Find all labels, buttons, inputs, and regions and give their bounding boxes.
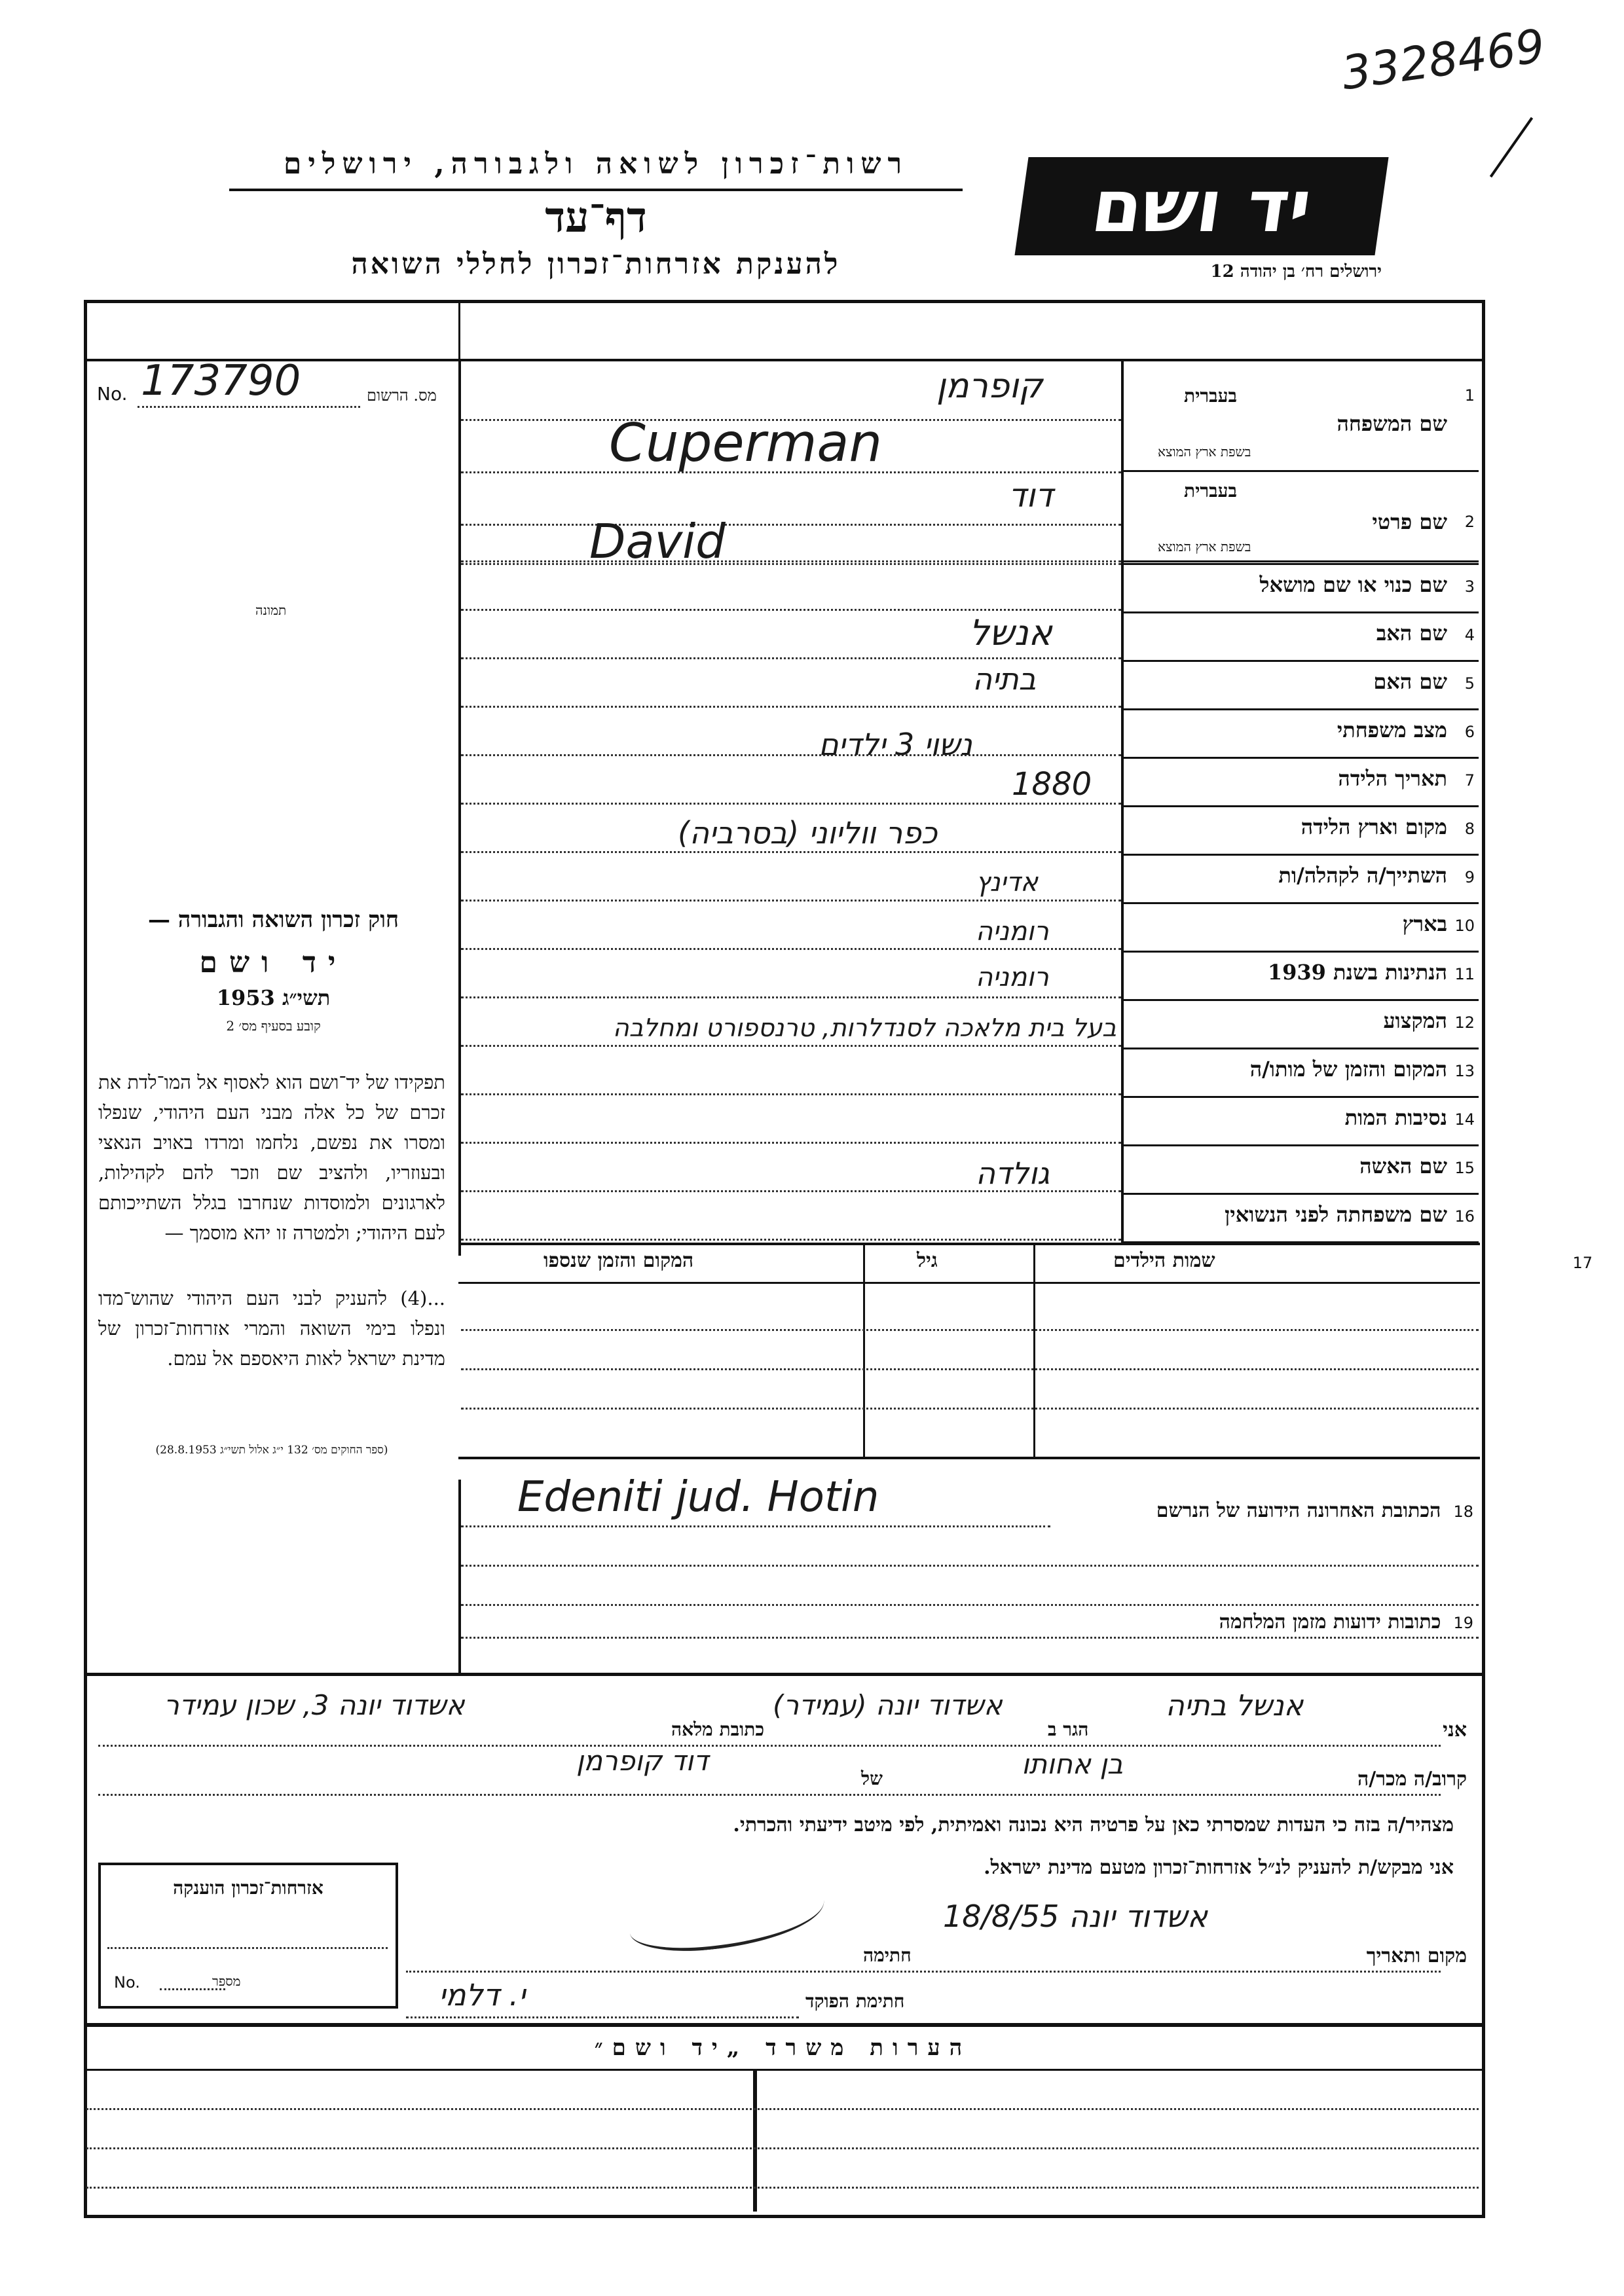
field-row-9 bbox=[1138, 854, 1479, 902]
decl-signature-label: חתימה bbox=[863, 1944, 912, 1966]
field-value-rule bbox=[461, 1142, 1121, 1144]
field-6-number: 6 bbox=[1464, 723, 1475, 741]
address-dots-3 bbox=[461, 1604, 1479, 1606]
form-fields-left-border bbox=[458, 1480, 461, 1676]
decl-line-4: אני מבקש/ת להעניק לנ״ל אזרחות־זכרון מטעם מדינת ישראל. bbox=[984, 1856, 1454, 1879]
field-14-label: נסיבות המות bbox=[1344, 1105, 1447, 1130]
field-8-label: מקום וארץ הלידה bbox=[1301, 814, 1447, 839]
field-row-2 bbox=[1138, 473, 1479, 565]
field-row-16 bbox=[1138, 1193, 1479, 1241]
remarks-header-line bbox=[84, 2069, 1482, 2071]
field-row-rule bbox=[1124, 757, 1479, 759]
law-name: יד ושם bbox=[199, 946, 348, 979]
decl-place-date: מקום ותאריך bbox=[1366, 1944, 1467, 1967]
address-last-num: 18 bbox=[1453, 1503, 1473, 1521]
children-dots-2 bbox=[461, 1368, 1479, 1370]
field-5-number: 5 bbox=[1464, 674, 1475, 693]
field-2-he-value: דוד bbox=[1008, 477, 1054, 515]
field-6-value: נשוי 3 ילדים bbox=[819, 727, 972, 762]
decl-place-date-value: אשדוד יונה 18/8/55 bbox=[943, 1899, 1208, 1934]
address-bottom-line bbox=[84, 1673, 1482, 1676]
stamp-box bbox=[98, 1863, 398, 2009]
field-9-label: השתייך/ה לקהלה/ות bbox=[1278, 863, 1447, 888]
field-5-value: בתיה bbox=[972, 661, 1037, 697]
decl-dots-3 bbox=[406, 1971, 1441, 1973]
field-row-7 bbox=[1138, 757, 1479, 805]
law-section: קובע בסעיף מס׳ 2 bbox=[226, 1018, 321, 1034]
stamp-box-title: אזרחות־זכרון הוענקה bbox=[173, 1877, 323, 1899]
field-6-label: מצב משפחתי bbox=[1337, 718, 1447, 742]
form-subtitle: להענקת אזרחות־זכרון לחללי השואה bbox=[351, 247, 841, 281]
decl-full-address: כתובת מלאה bbox=[671, 1719, 765, 1740]
registration-no-value: 173790 bbox=[141, 357, 301, 405]
remarks-dots-2 bbox=[86, 2147, 1479, 2149]
address-last-label-row bbox=[1048, 1499, 1473, 1522]
corner-number: 3328469 bbox=[1338, 18, 1549, 101]
field-12-value: בעל בית מלאכה לסנדלרות, טרנספורט ומחלבה bbox=[612, 1013, 1116, 1042]
field-7-label: תאריך הלידה bbox=[1338, 766, 1447, 791]
field-1-label: שם המשפחה bbox=[1337, 411, 1447, 436]
decl-dots-4 bbox=[406, 2016, 799, 2018]
field-row-1 bbox=[1138, 372, 1479, 464]
yad-vashem-logo bbox=[1014, 157, 1388, 255]
field-row-rule bbox=[1124, 1048, 1479, 1049]
address-war-label-row bbox=[1048, 1611, 1473, 1633]
decl-officer-label: חתימת הפוקד bbox=[805, 1990, 905, 2012]
law-source: (ספר החוקים מס׳ 132 י״ג אלול תשי״ג 28.8.1953) bbox=[155, 1444, 388, 1457]
field-value-rule bbox=[461, 706, 1121, 708]
field-15-value: גולדה bbox=[976, 1156, 1050, 1191]
children-col-line-2 bbox=[1033, 1243, 1035, 1459]
stamp-box-no-dots bbox=[160, 1988, 225, 1990]
decl-relation-value: בן אחותו bbox=[1022, 1748, 1124, 1780]
field-7-value: 1880 bbox=[1012, 766, 1092, 803]
remarks-dots-3 bbox=[86, 2187, 1479, 2189]
address-war-num: 19 bbox=[1453, 1614, 1473, 1632]
field-3-number: 3 bbox=[1464, 577, 1475, 596]
children-col-names: שמות הילדים bbox=[1113, 1249, 1215, 1272]
field-13-number: 13 bbox=[1454, 1062, 1475, 1080]
field-value-rule bbox=[461, 1239, 1121, 1241]
field-value-rule bbox=[461, 851, 1121, 853]
remarks-dots-1 bbox=[86, 2108, 1479, 2110]
decl-ani: אני bbox=[1443, 1719, 1467, 1741]
field-row-10 bbox=[1138, 902, 1479, 951]
field-row-15 bbox=[1138, 1144, 1479, 1193]
field-2-border bbox=[1124, 560, 1479, 562]
field-4-value: אנשל bbox=[969, 612, 1052, 653]
field-row-rule bbox=[1124, 611, 1479, 613]
field-value-rule bbox=[461, 900, 1121, 902]
children-dots-1 bbox=[461, 1329, 1479, 1331]
field-7-number: 7 bbox=[1464, 771, 1475, 790]
law-title: חוק זכרון השואה והגבורה — bbox=[147, 907, 399, 933]
children-bottom-line bbox=[458, 1457, 1480, 1459]
field-row-rule bbox=[1124, 1144, 1479, 1146]
decl-of-value: דוד קופרמן bbox=[576, 1745, 709, 1777]
field-10-number: 10 bbox=[1454, 917, 1475, 935]
field-4-number: 4 bbox=[1464, 626, 1475, 644]
field-2-label: שם פרטי bbox=[1372, 509, 1447, 534]
form-title: דף־עד bbox=[545, 193, 647, 242]
field-row-3 bbox=[1138, 563, 1479, 611]
field-row-5 bbox=[1138, 660, 1479, 708]
field-value-rule bbox=[461, 754, 1121, 756]
field-row-rule bbox=[1124, 563, 1479, 565]
left-column-border bbox=[458, 359, 461, 1256]
name-value-rule bbox=[461, 524, 1121, 526]
decl-relation: קרוב/ה מכר/ה bbox=[1357, 1768, 1467, 1791]
field-12-number: 12 bbox=[1454, 1013, 1475, 1032]
children-col-place: המקום והזמן שנספו bbox=[544, 1249, 694, 1272]
decl-lives-in: הגר ב bbox=[1048, 1719, 1089, 1740]
law-year: תשי״ג 1953 bbox=[216, 985, 331, 1010]
field-10-value: רומניה bbox=[976, 917, 1049, 947]
field-11-value: רומניה bbox=[976, 962, 1049, 993]
field-row-rule bbox=[1124, 805, 1479, 807]
field-13-label: המקום והזמן של מותו/ה bbox=[1249, 1057, 1447, 1082]
field-11-label: הנתינות בשנת 1939 bbox=[1267, 960, 1447, 985]
decl-dots-1 bbox=[98, 1745, 1441, 1747]
field-11-number: 11 bbox=[1454, 965, 1475, 983]
field-2-orig-value: David bbox=[589, 514, 726, 569]
field-10-label: בארץ bbox=[1402, 911, 1447, 936]
field-row-13 bbox=[1138, 1048, 1479, 1096]
remarks-title: הערות משרד „יד ושם״ bbox=[594, 2035, 972, 2061]
field-1-orig-label: בשפת ארץ המוצא bbox=[1158, 444, 1251, 460]
registration-label: מס. הרשום bbox=[367, 386, 437, 405]
children-col-line-1 bbox=[863, 1243, 865, 1459]
children-col-age: גיל bbox=[917, 1249, 938, 1272]
remarks-divider bbox=[753, 2071, 757, 2212]
field-row-rule bbox=[1124, 854, 1479, 856]
decl-line-3: מצהיר/ה בזה כי העדות שמסרתי כאן על פרטיה היא נכונה ואמיתית, לפי מיטב ידיעתי והכרתי. bbox=[733, 1813, 1454, 1836]
field-value-rule bbox=[461, 657, 1121, 659]
field-value-rule bbox=[461, 1093, 1121, 1095]
remarks-top-line bbox=[84, 2023, 1482, 2027]
field-value-rule bbox=[461, 803, 1121, 805]
decl-officer-value: י. דלמי bbox=[439, 1977, 526, 2013]
law-paragraph-1: תפקידו של יד־ושם הוא לאסוף אל המו־לדת את זכרם של כל אלה מבני העם היהודי, שנפלו ומסרו את נפשם, נלחמו ומרדו באויב הנאצי ובעוזריו, ולהציב שם וזכר להם לקהילות, לארגונים ולמוסדות שנחרבו בגלל השתייכותם לעם היהודי; ולמטרה זו יהא מוסמך — bbox=[98, 1071, 445, 1244]
decl-lives-value: אשדוד יונה (עמידר) bbox=[773, 1689, 1003, 1721]
stamp-box-dots bbox=[107, 1947, 388, 1949]
address-dots-2 bbox=[461, 1565, 1479, 1567]
field-row-rule bbox=[1124, 951, 1479, 953]
decl-full-address-value: אשדוד יונה 3, שכון עמידר bbox=[164, 1689, 465, 1721]
stamp-box-number-label: מספר bbox=[212, 1973, 241, 1989]
name-value-rule bbox=[461, 563, 1121, 565]
field-1-orig-value: Cuperman bbox=[609, 412, 883, 473]
field-15-label: שם האשה bbox=[1359, 1154, 1447, 1178]
field-9-number: 9 bbox=[1464, 868, 1475, 886]
corner-slash bbox=[1490, 117, 1533, 177]
field-16-label: שם משפחתה לפני הנשואין bbox=[1225, 1202, 1447, 1227]
field-4-label: שם האב bbox=[1376, 621, 1447, 646]
field-row-rule bbox=[1124, 708, 1479, 710]
field-8-number: 8 bbox=[1464, 820, 1475, 838]
address-dots-1 bbox=[461, 1525, 1050, 1527]
children-dots-3 bbox=[461, 1408, 1479, 1410]
field-16-number: 16 bbox=[1454, 1207, 1475, 1226]
children-num: 17 bbox=[1572, 1254, 1593, 1272]
registration-dots bbox=[138, 406, 360, 408]
field-9-value: אדינץ bbox=[976, 867, 1039, 898]
children-header-line bbox=[458, 1282, 1480, 1284]
field-row-14 bbox=[1138, 1096, 1479, 1144]
field-5-label: שם האם bbox=[1373, 669, 1447, 694]
field-8-value: כפר ווליוני (בסרביה) bbox=[678, 815, 938, 850]
field-row-rule bbox=[1124, 999, 1479, 1001]
logo-address: ירושלים רח׳ בן יהודה 12 bbox=[1210, 262, 1382, 282]
field-value-rule bbox=[461, 948, 1121, 950]
address-last-value: Edeniti jud. Hotin bbox=[517, 1473, 879, 1522]
field-1-number: 1 bbox=[1464, 386, 1475, 405]
field-row-rule bbox=[1124, 1096, 1479, 1098]
field-1-border bbox=[1124, 470, 1479, 472]
address-last-label: הכתובת האחרונה הידועה של הנרשם bbox=[1156, 1499, 1441, 1522]
field-row-8 bbox=[1138, 805, 1479, 854]
field-row-4 bbox=[1138, 611, 1479, 660]
field-2-number: 2 bbox=[1464, 513, 1475, 531]
field-15-number: 15 bbox=[1454, 1159, 1475, 1177]
law-paragraph-2: ...(4) להעניק לבני העם היהודי שהוש־מדו ונפלו בימי השואה והמרי אזרחות־זכרון של מדינת ישראל לאות היאספם אל עמם. bbox=[98, 1287, 445, 1370]
address-war-label: כתובות ידועות מזמן המלחמה bbox=[1219, 1611, 1441, 1633]
field-1-he-value: קופרמן bbox=[936, 367, 1043, 406]
field-value-rule bbox=[461, 1045, 1121, 1047]
authority-underline bbox=[229, 189, 963, 191]
field-14-number: 14 bbox=[1454, 1110, 1475, 1129]
field-value-rule bbox=[461, 560, 1121, 562]
top-strip-divider-a bbox=[458, 300, 460, 359]
children-top-line bbox=[458, 1243, 1480, 1245]
field-row-6 bbox=[1138, 708, 1479, 757]
field-row-rule bbox=[1124, 660, 1479, 662]
field-2-he-label: בעברית bbox=[1184, 480, 1238, 501]
decl-dots-2 bbox=[98, 1794, 1441, 1796]
photo-label: תמונה bbox=[255, 602, 287, 618]
stamp-box-no: No. bbox=[114, 1973, 140, 1992]
authority-title: רשות־זכרון לשואה ולגבורה, ירושלים bbox=[283, 147, 909, 181]
logo-text: יד ושם bbox=[1086, 164, 1317, 248]
field-row-11 bbox=[1138, 951, 1479, 999]
field-value-rule bbox=[461, 996, 1121, 998]
field-12-label: המקצוע bbox=[1383, 1008, 1447, 1033]
field-row-rule bbox=[1124, 902, 1479, 904]
field-row-rule bbox=[1124, 1193, 1479, 1195]
field-2-orig-label: בשפת ארץ המוצא bbox=[1158, 539, 1251, 555]
address-dots-4 bbox=[461, 1637, 1479, 1639]
field-1-he-label: בעברית bbox=[1184, 385, 1238, 407]
field-3-label: שם כנוי או שם מושאל bbox=[1259, 572, 1447, 597]
registration-no-label: No. bbox=[97, 383, 128, 405]
field-value-rule bbox=[461, 609, 1121, 611]
decl-of: של bbox=[861, 1768, 883, 1789]
field-row-12 bbox=[1138, 999, 1479, 1048]
decl-ani-value: אנשל בתיה bbox=[1166, 1689, 1304, 1722]
